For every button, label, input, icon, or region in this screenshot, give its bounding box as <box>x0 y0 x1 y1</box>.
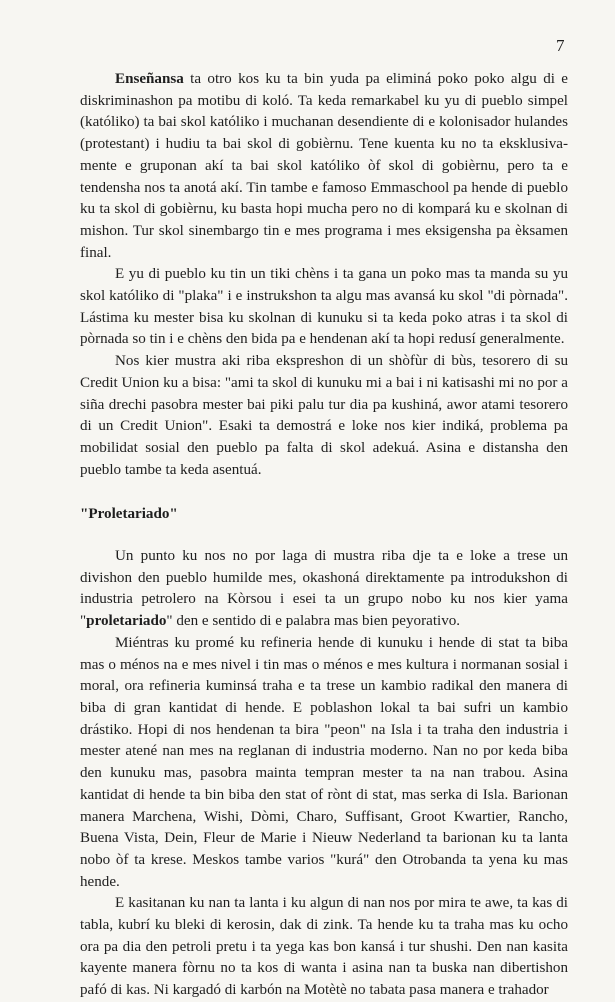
paragraph-text: Miéntras ku promé ku refineria hende di kunuku i hende di stat ta biba mas o ménos na e mes nivel i tin mas o ménos e mes kultura i normanan sosial i moral, ora refineria kuminsá traha e ta trese un kambio radikal den manera di biba di gran kantidat di hende. E poblashon lokal ta bai sufri un kambio drástiko. Hopi di nos hendenan ta bira "peon" na Isla i ta traha den industria i mester atené nan mes na reglanan di industria moderno. Nan no por keda biba den kunuku mas, pasobra mainta tempran mester ta na nan trabou. Asina kantidat di hende ta bin biba den stat of rònt di stat, mas serka di Isla. Barionan manera Marchena, Wishi, Dòmi, Charo, Suffisant, Groot Kwartier, Rancho, Buena Vista, Dein, Fleur de Marie i Nieuw Nederland ta barionan ku ta lanta nobo òf ta krese. Meskos tambe varios "kurá" den Otrobanda ta yena ku mas hende. <box>80 634 568 890</box>
bold-term: proletariado <box>86 613 167 630</box>
paragraph-text: " den e sentido di e palabra mas bien peyorativo. <box>166 613 461 630</box>
paragraph-yu-di-pueblo <box>80 264 568 351</box>
paragraph-text: E yu di pueblo ku tin un tiki chèns i ta gana un poko mas ta manda su yu skol katóliko di "plaka" i e instrukshon ta algu mas avansá ku skol "di pòrnada". Lástima ku mester bisa ku skolnan di kunuku si ta keda poko atras i ta skol di pòrnada so tin i e chèns den bida pa e hendenan akí ta hopi redusí generalmente. <box>80 266 568 348</box>
paragraph-text: ta otro kos ku ta bin yuda pa eliminá poko poko algu di e diskriminashon pa motibu di koló. Ta keda remarkabel ku yu di pueblo simpel (katóliko) ta bai skol katóliko i muchanan desendiente di e kolonisador hulandes (protestant) i hudiu ta bai skol di gobièrnu. Tene kuenta ku no ta eksklusiva-mente e gruponan akí ta bai skol katóliko òf skol di gobièrnu, pero ta e tendensha nos ta anotá akí. Tin tambe e famoso Emmaschool pa hende di pueblo ku ta skol di gobièrnu, ku basta hopi mucha pero no di kompará ku e skolnan di mishon. Tur skol sinembargo tin e mes programa i mes eksigensha pa èksamen final. <box>80 71 568 261</box>
paragraph-text: Un punto ku nos no por laga di mustra riba dje ta e loke a trese un divishon den pueblo humilde mes, okashoná direktamente pa introdukshon di industria petrolero na Kòrsou i esei ta un grupo nobo ku nos kier yama " <box>80 548 568 630</box>
paragraph-kasitanan <box>80 893 568 1002</box>
paragraph-text: Nos kier mustra aki riba ekspreshon di un shòfùr di bùs, tesorero di su Credit Union ku a bisa: "ami ta skol di kunuku mi a bai i ni katisashi mi no por a siña drechi pasobra mester bai piki palu tur dia pa kushiná, awor atami tesorero di un Credit Union". Esaki ta demostrá e loke nos kier indiká, problema pa mobilidat sosial den pueblo pa falta di skol adekuá. Asina e distansha den pueblo tambe ta keda asentuá. <box>80 353 568 478</box>
paragraph-text: E kasitanan ku nan ta lanta i ku algun di nan nos por mira te awe, ta kas di tabla, kubrí ku bleki di kerosin, dak di zink. Ta hende ku ta traha mas ku ocho ora pa dia den petroli pretu i ta yega kas bon kansá i tur shushi. Den nan kasita kayente manera fòrnu no ta kos di wanta i asina nan ta buska nan dibertishon pafó di kas. Ni kargadó di karbón na Motètè no tabata pasa manera e trahador <box>80 895 568 999</box>
paragraph-ensenansa <box>80 69 568 264</box>
page-number: 7 <box>556 36 565 55</box>
bold-term: Enseñansa <box>115 71 184 87</box>
paragraph-shofur-di-bus <box>80 351 568 481</box>
paragraph-refineria <box>80 633 568 893</box>
paragraph-proletariado-intro <box>80 546 568 633</box>
body-text <box>80 69 568 1002</box>
section-heading: "Proletariado" <box>80 506 178 523</box>
